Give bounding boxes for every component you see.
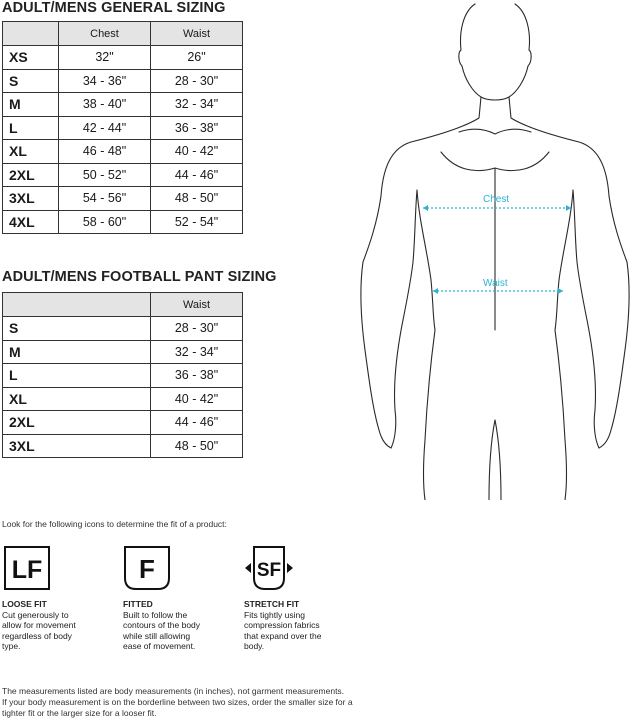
table-row — [3, 187, 243, 211]
table-row — [3, 340, 243, 364]
svg-text:LF: LF — [11, 556, 43, 584]
footnote-line: The measurements listed are body measurements (in inches), not garment measurements. — [2, 686, 345, 696]
table-header-row — [3, 22, 243, 46]
size-cell: 2XL — [3, 411, 151, 435]
table-row — [3, 434, 243, 458]
stretch-fit-description — [244, 599, 354, 652]
chest-cell: 54 - 56" — [59, 187, 151, 211]
size-cell: XS — [3, 46, 59, 70]
fit-desc-line: allow for movement — [2, 620, 76, 631]
table-row — [3, 411, 243, 435]
chest-cell: 32" — [59, 46, 151, 70]
size-cell: S — [3, 317, 151, 341]
column-header-waist: Waist — [151, 293, 243, 317]
table-row — [3, 93, 243, 117]
general-sizing-title: ADULT/MENS GENERAL SIZING — [2, 0, 226, 16]
general-sizing-table — [2, 21, 243, 234]
waist-cell: 26" — [151, 46, 243, 70]
waist-cell: 28 - 30" — [151, 69, 243, 93]
waist-cell: 36 - 38" — [151, 116, 243, 140]
size-cell: M — [3, 93, 59, 117]
waist-cell: 48 - 50" — [151, 187, 243, 211]
table-row — [3, 387, 243, 411]
fit-desc-line: body. — [244, 641, 265, 652]
stretch-fit-icon — [244, 546, 294, 590]
chest-label: Chest — [483, 194, 510, 205]
size-cell: XL — [3, 140, 59, 164]
size-cell: L — [3, 364, 151, 388]
table-row — [3, 140, 243, 164]
fit-title: FITTED — [123, 599, 153, 609]
fitted-description — [123, 599, 233, 652]
waist-cell: 32 - 34" — [151, 93, 243, 117]
waist-cell: 44 - 46" — [151, 163, 243, 187]
footnote-line: If your body measurement is on the borderline between two sizes, order the smaller size for a — [2, 697, 353, 707]
fit-title: LOOSE FIT — [2, 599, 47, 609]
size-cell: L — [3, 116, 59, 140]
waist-cell: 40 - 42" — [151, 140, 243, 164]
waist-cell: 40 - 42" — [151, 387, 243, 411]
footnote-line: tighter fit or the larger size for a looser fit. — [2, 708, 157, 718]
waist-cell: 28 - 30" — [151, 317, 243, 341]
fit-desc-line: that expand over the — [244, 630, 322, 641]
table-row — [3, 46, 243, 70]
size-cell: 3XL — [3, 187, 59, 211]
waist-cell: 44 - 46" — [151, 411, 243, 435]
waist-cell: 32 - 34" — [151, 340, 243, 364]
pant-sizing-title: ADULT/MENS FOOTBALL PANT SIZING — [2, 269, 277, 285]
table-row — [3, 69, 243, 93]
waist-cell: 36 - 38" — [151, 364, 243, 388]
fit-desc-line: type. — [2, 641, 21, 652]
column-header-waist: Waist — [151, 22, 243, 46]
pant-sizing-table — [2, 292, 243, 458]
waist-cell: 52 - 54" — [151, 210, 243, 234]
fit-desc-line: compression fabrics — [244, 620, 320, 631]
chest-cell: 34 - 36" — [59, 69, 151, 93]
body-outline — [361, 4, 629, 500]
size-cell: 3XL — [3, 434, 151, 458]
chest-cell: 58 - 60" — [59, 210, 151, 234]
size-cell: M — [3, 340, 151, 364]
fit-intro-text: Look for the following icons to determine the fit of a product: — [2, 519, 227, 529]
fitted-icon — [124, 546, 170, 590]
waist-cell: 48 - 50" — [151, 434, 243, 458]
size-cell: XL — [3, 387, 151, 411]
fit-desc-line: Fits tightly using — [244, 609, 305, 620]
loose-fit-icon — [4, 546, 50, 590]
svg-text:F: F — [139, 554, 155, 584]
chest-measure-line — [423, 205, 571, 211]
chest-cell: 50 - 52" — [59, 163, 151, 187]
chest-cell: 42 - 44" — [59, 116, 151, 140]
fit-desc-line: contours of the body — [123, 620, 201, 631]
waist-label: Waist — [483, 278, 508, 289]
chest-cell: 38 - 40" — [59, 93, 151, 117]
measurement-footnote — [2, 686, 402, 719]
corner-cell — [3, 293, 151, 317]
table-row — [3, 116, 243, 140]
fit-desc-line: Cut generously to — [2, 609, 69, 620]
size-cell: 4XL — [3, 210, 59, 234]
table-header-row — [3, 293, 243, 317]
corner-cell — [3, 22, 59, 46]
column-header-chest: Chest — [59, 22, 151, 46]
table-row — [3, 163, 243, 187]
table-row — [3, 317, 243, 341]
chest-cell: 46 - 48" — [59, 140, 151, 164]
fit-title: STRETCH FIT — [244, 599, 300, 609]
size-cell: 2XL — [3, 163, 59, 187]
table-row — [3, 364, 243, 388]
fit-desc-line: while still allowing — [123, 630, 191, 641]
loose-fit-description — [2, 599, 112, 652]
fit-desc-line: ease of movement. — [123, 641, 196, 652]
table-row — [3, 210, 243, 234]
svg-text:SF: SF — [256, 560, 282, 581]
fit-desc-line: regardless of body — [2, 630, 72, 641]
size-cell: S — [3, 69, 59, 93]
body-measurement-figure — [355, 0, 636, 500]
fit-desc-line: Built to follow the — [123, 609, 188, 620]
